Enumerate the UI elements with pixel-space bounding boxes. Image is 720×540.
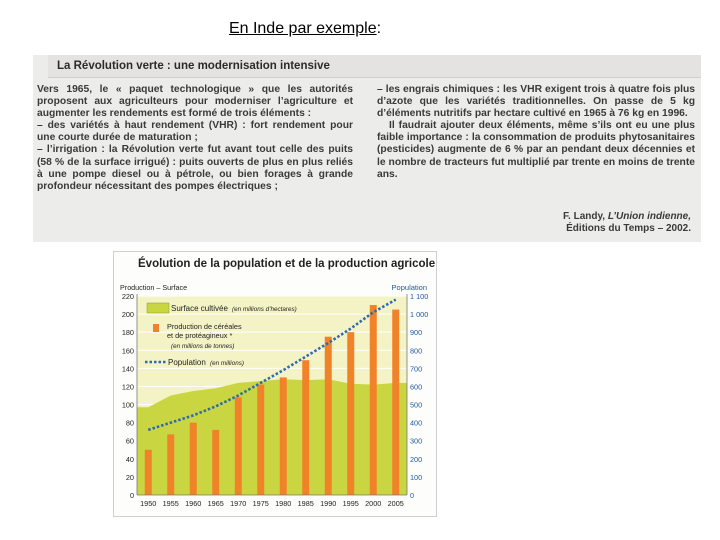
left-tick-label: 140 [121,364,134,374]
document-heading: La Révolution verte : une modernisation intensive [57,60,330,72]
production-bar-1960 [190,423,197,495]
production-bar-1955 [167,434,174,495]
legend-population-unit: (en millions) [210,360,244,367]
legend-surface-label: Surface cultivée [171,304,228,313]
legend-production-unit: (en millions de tonnes) [171,343,235,350]
x-tick-label: 1970 [230,499,247,508]
production-bar-1980 [280,377,287,495]
document-left-column [37,84,353,193]
x-tick-label: 1950 [140,499,157,508]
left-tick-label: 0 [129,491,134,500]
left-tick-label: 100 [121,400,134,410]
right-tick-label: 1 100 [410,292,429,301]
left-tick-label: 40 [125,454,134,464]
right-paragraph-fertilizer: – les engrais chimiques : les VHR exigent trois à quatre fois plus d’azote que les variétés traditionnelles. On passe de 5 kg d’éléments nutritifs par hectare cultivé en 1965 à 76 kg en 1996. [377,84,695,120]
production-bar-1965 [212,430,219,495]
left-paragraph-irrigation: – l’irrigation : la Révolution verte fut avant tout celle des puits (58 % de la surface irrigué) : puits ouverts de plus en plus reliés à une pompe diesel ou à pétrole, ou bien forages à grande profondeur nécessitant des pompes électriques ; [37,144,353,192]
document-right-column [377,84,695,181]
production-bar-1990 [325,337,332,495]
x-tick-label: 1990 [320,499,337,508]
credit-work: L’Union indienne, [607,211,691,222]
left-paragraph-vhr: – des variétés à haut rendement (VHR) : fort rendement pour une courte durée de maturation ; [37,120,353,144]
slide-title [0,20,610,38]
x-tick-label: 1955 [162,499,179,508]
left-tick-label: 180 [121,328,134,338]
chart-figure [113,251,437,517]
legend-surface-unit: (en millions d’hectares) [232,306,297,313]
chart-svg [114,252,436,516]
left-tick-label: 20 [125,472,134,482]
right-tick-label: 100 [410,472,423,482]
left-tick-label: 120 [121,382,134,392]
right-tick-label: 0 [410,491,415,500]
x-tick-label: 2000 [365,499,382,508]
production-bar-2005 [392,310,399,495]
x-tick-label: 1960 [185,499,202,508]
right-tick-label: 1 000 [410,310,429,320]
left-tick-label: 80 [125,418,134,428]
right-paragraph-other: Il faudrait ajouter deux éléments, même s’ils ont eu une plus faible importance : la consommation de produits phytosanitaires (pesticides) augmente de 6 % par an pendant deux décennies et le nombre de tracteurs fut multiplié par trente en moins de trente ans. [377,120,695,180]
production-bar-1970 [235,397,242,495]
left-tick-label: 160 [121,346,134,356]
surface-area [137,379,407,495]
production-bar-1950 [145,450,152,495]
x-tick-label: 1965 [207,499,224,508]
left-paragraph-intro: Vers 1965, le « paquet technologique » que les autorités proposent aux agriculteurs pour moderniser l’agriculture et augmenter les rendements est formé de trois éléments : [37,84,353,120]
document-credit [563,211,691,235]
x-tick-label: 1995 [342,499,359,508]
legend-surface-swatch [147,303,169,313]
document-header-band [48,55,701,78]
right-tick-label: 300 [410,436,423,446]
slide-title-text: En Inde par exemple [228,20,377,37]
production-bar-2000 [370,305,377,495]
right-tick-label: 400 [410,418,423,428]
right-tick-label: 800 [410,346,423,356]
production-bar-1985 [302,360,309,495]
legend-production-label-2: et de protéagineux * [167,331,233,340]
right-tick-label: 900 [410,328,423,338]
chart-title: Évolution de la population et de la production agricole [138,258,436,270]
right-tick-label: 700 [410,364,423,374]
x-tick-label: 2005 [387,499,404,508]
right-axis-title: Population [391,283,427,292]
left-tick-label: 220 [121,292,134,301]
x-tick-label: 1975 [252,499,269,508]
credit-author: F. Landy, [563,211,606,222]
credit-publisher: Éditions du Temps – 2002. [566,223,691,234]
left-axis-title: Production – Surface [120,283,188,292]
document-excerpt [33,55,701,242]
right-tick-label: 200 [410,454,423,464]
x-tick-label: 1980 [275,499,292,508]
production-bar-1995 [347,332,354,495]
legend-production-swatch [153,324,159,332]
right-tick-label: 600 [410,382,423,392]
legend-production-label-1: Production de céréales [167,322,242,331]
x-tick-label: 1985 [297,499,314,508]
left-tick-label: 60 [125,436,134,446]
left-tick-label: 200 [121,310,134,320]
production-bar-1975 [257,385,264,495]
slide-title-colon: : [376,20,382,37]
legend-population-label: Population [168,358,206,367]
right-tick-label: 500 [410,400,423,410]
